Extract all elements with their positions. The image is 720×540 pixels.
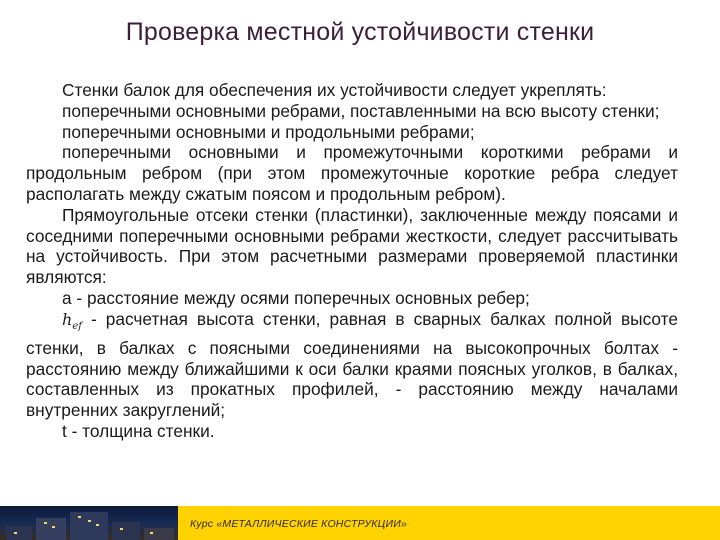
slide-body: [26, 80, 678, 442]
course-label: Курс «МЕТАЛЛИЧЕСКИЕ КОНСТРУКЦИИ»: [190, 518, 407, 530]
footer-city-photo: [0, 506, 178, 540]
paragraph-intro: Стенки балок для обеспечения их устойчивости следует укреплять:: [62, 80, 607, 100]
paragraph-panels: Прямоугольные отсеки стенки (пластинки), заключенные между поясами и соседними поперечными основными ребрами жесткости, следует рассчитывать на устойчивость. При этом расчетными размерами проверяемой пластинки являются:: [26, 204, 678, 288]
hw-symbol: $h_{ef}$: [62, 309, 82, 332]
paragraph-a-def: а - расстояние между осями поперечных основных ребер;: [62, 287, 530, 308]
paragraph-option-2: поперечными основными и продольными ребрами;: [62, 121, 475, 142]
paragraph-hw-def: [26, 309, 678, 421]
slide-title: Проверка местной устойчивости стенки: [125, 18, 595, 46]
footer-band: [0, 506, 720, 540]
paragraph-t-def: t - толщина стенки.: [62, 420, 215, 441]
hw-definition: - расчетная высота стенки, равная в сварных балках полной высоте стенки, в балках с поясными соединениями на высокопрочных болтах - расстоянию между ближайшими к оси балки краями поясных уголков, в балках, составленных из прокатных профилей, - расстоянию между началами внутренних закруглений;: [26, 308, 678, 421]
paragraph-option-1: поперечными основными ребрами, поставленными на всю высоту стенки;: [62, 100, 660, 121]
paragraph-option-3: поперечными основными и промежуточными короткими ребрами и продольным ребром (при этом промежуточные короткие ребра следует располагать между сжатым поясом и продольным ребром).: [26, 142, 678, 204]
